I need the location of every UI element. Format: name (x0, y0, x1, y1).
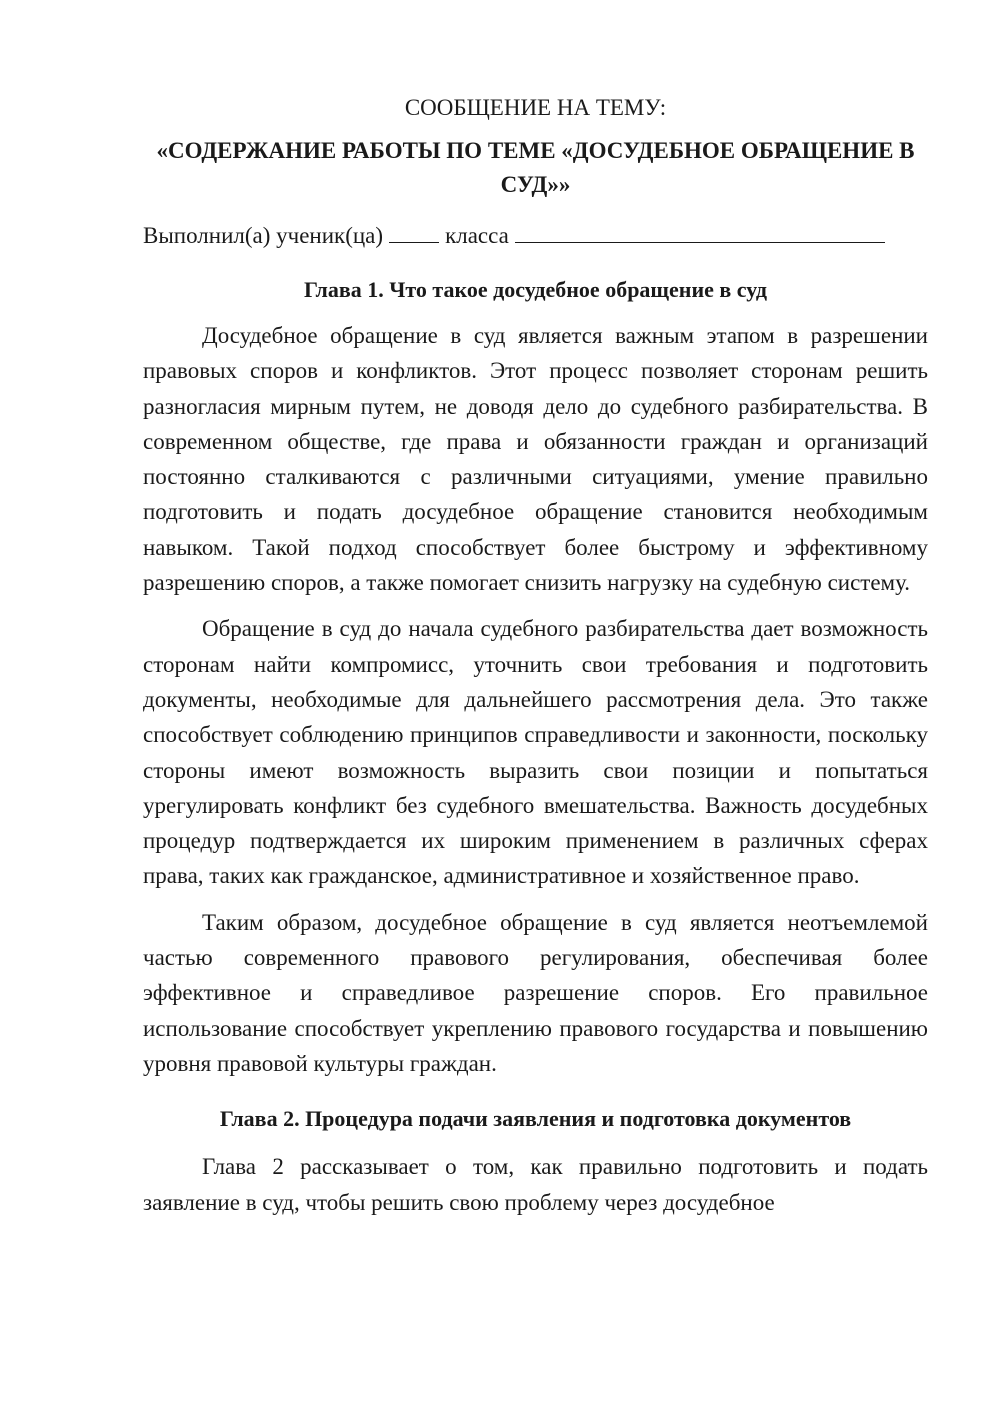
grade-blank-field (389, 220, 439, 243)
chapter-2-section (143, 1103, 928, 1220)
chapter-1-paragraph-3: Таким образом, досудебное обращение в суд является неотъемлемой частью современного правового регулирования, обеспечивая более эффективное и справедливое разрешение споров. Его правильное использование способствует укреплению правового государства и повышению уровня правовой культуры граждан. (143, 909, 928, 1076)
author-class-label: класса (445, 223, 509, 248)
chapter-1-heading: Глава 1. Что такое досудебное обращение в суд (304, 277, 767, 302)
chapter-1-paragraph-1: Досудебное обращение в суд является важным этапом в разрешении правовых споров и конфликтов. Этот процесс позволяет сторонам решить разногласия мирным путем, не доводя дело до судебного разбирательства. В современном обществе, где права и обязанности граждан и организаций постоянно сталкиваются с различными ситуациями, умение правильно подготовить и подать досудебное обращение становится необходимым навыком. Такой подход способствует более быстрому и эффективному разрешению споров, а также помогает снизить нагрузку на судебную систему. (143, 323, 928, 596)
author-line (143, 220, 928, 252)
document-title: «СОДЕРЖАНИЕ РАБОТЫ ПО ТЕМЕ «ДОСУДЕБНОЕ ОБРАЩЕНИЕ В СУД»» (156, 138, 915, 197)
chapter-1-section (143, 274, 928, 1081)
author-prefix: Выполнил(а) ученик(ца) (143, 223, 384, 248)
chapter-2-heading: Глава 2. Процедура подачи заявления и подготовка документов (219, 1106, 852, 1132)
chapter-1-paragraph-2: Обращение в суд до начала судебного разбирательства дает возможность сторонам найти компромисс, уточнить свои требования и подготовить документы, необходимые для дальнейшего рассмотрения дела. Это также способствует соблюдению принципов справедливости и законности, поскольку стороны имеют возможность выразить свои позиции и попытаться урегулировать конфликт без судебного вмешательства. Важность досудебных процедур подтверждается их широким применением в различных сферах права, таких как гражданское, административное и хозяйственное право. (143, 616, 928, 889)
chapter-2-paragraph-1: Глава 2 рассказывает о том, как правильно подготовить и подать заявление в суд, чтобы решить свою проблему через досудебное (143, 1154, 928, 1215)
class-blank-field (515, 220, 885, 243)
document-header-label: СООБЩЕНИЕ НА ТЕМУ: (404, 95, 667, 120)
